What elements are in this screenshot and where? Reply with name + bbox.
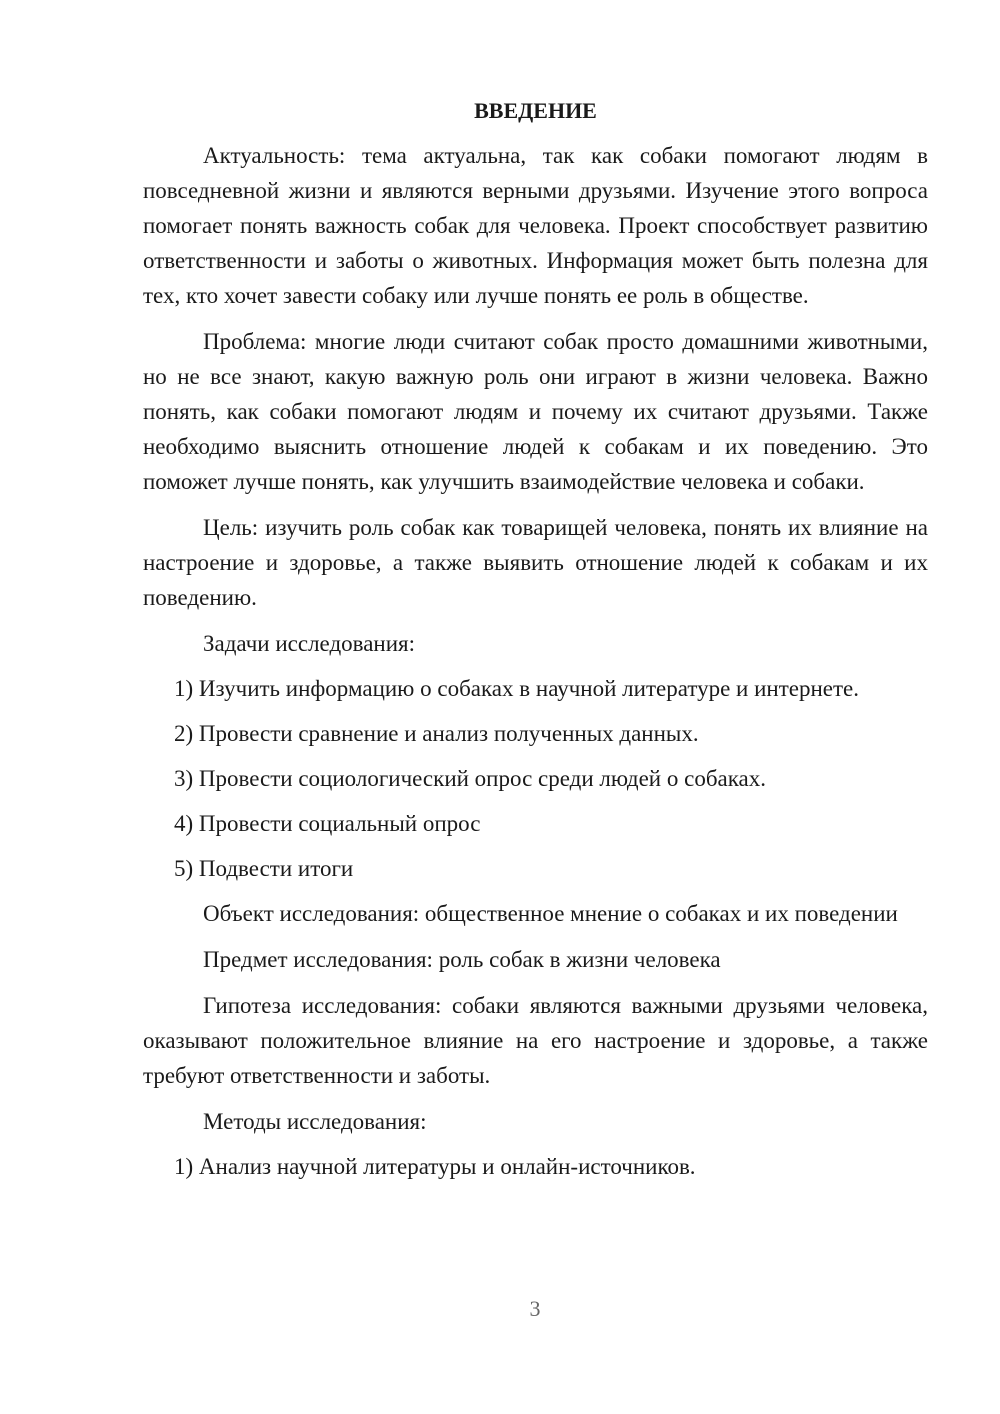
task-item: 5) Подвести итоги xyxy=(174,856,354,881)
task-item: 1) Изучить информацию о собаках в научной литературе и интернете. xyxy=(174,676,859,701)
paragraph-hypothesis: Гипотеза исследования: собаки являются важными друзьями человека, оказывают положительное влияние на его настроение и здоровье, а также требуют ответственности и заботы. xyxy=(143,993,928,1088)
page-number: 3 xyxy=(529,1296,541,1321)
page-content xyxy=(143,96,928,1194)
methods-heading: Методы исследования: xyxy=(203,1109,427,1134)
section-title: ВВЕДЕНИЕ xyxy=(474,98,597,123)
paragraph-object: Объект исследования: общественное мнение о собаках и их поведении xyxy=(203,901,898,926)
task-item: 4) Провести социальный опрос xyxy=(174,811,481,836)
task-item: 2) Провести сравнение и анализ полученных данных. xyxy=(174,721,699,746)
paragraph-problem: Проблема: многие люди считают собак просто домашними животными, но не все знают, какую важную роль они играют в жизни человека. Важно понять, как собаки помогают людям и почему их считают друзьями. Также необходимо выяснить отношение людей к собакам и их поведению. Это поможет лучше понять, как улучшить взаимодействие человека и собаки. xyxy=(143,329,928,494)
paragraph-goal: Цель: изучить роль собак как товарищей человека, понять их влияние на настроение и здоровье, а также выявить отношение людей к собакам и их поведению. xyxy=(143,515,928,610)
method-item: 1) Анализ научной литературы и онлайн-источников. xyxy=(174,1154,696,1179)
paragraph-relevance: Актуальность: тема актуальна, так как собаки помогают людям в повседневной жизни и являются верными друзьями. Изучение этого вопроса помогает понять важность собак для человека. Проект способствует развитию ответственности и заботы о животных. Информация может быть полезна для тех, кто хочет завести собаку или лучше понять ее роль в обществе. xyxy=(143,143,928,308)
tasks-heading: Задачи исследования: xyxy=(203,631,416,656)
task-item: 3) Провести социологический опрос среди людей о собаках. xyxy=(174,766,767,791)
paragraph-subject: Предмет исследования: роль собак в жизни человека xyxy=(203,947,721,972)
